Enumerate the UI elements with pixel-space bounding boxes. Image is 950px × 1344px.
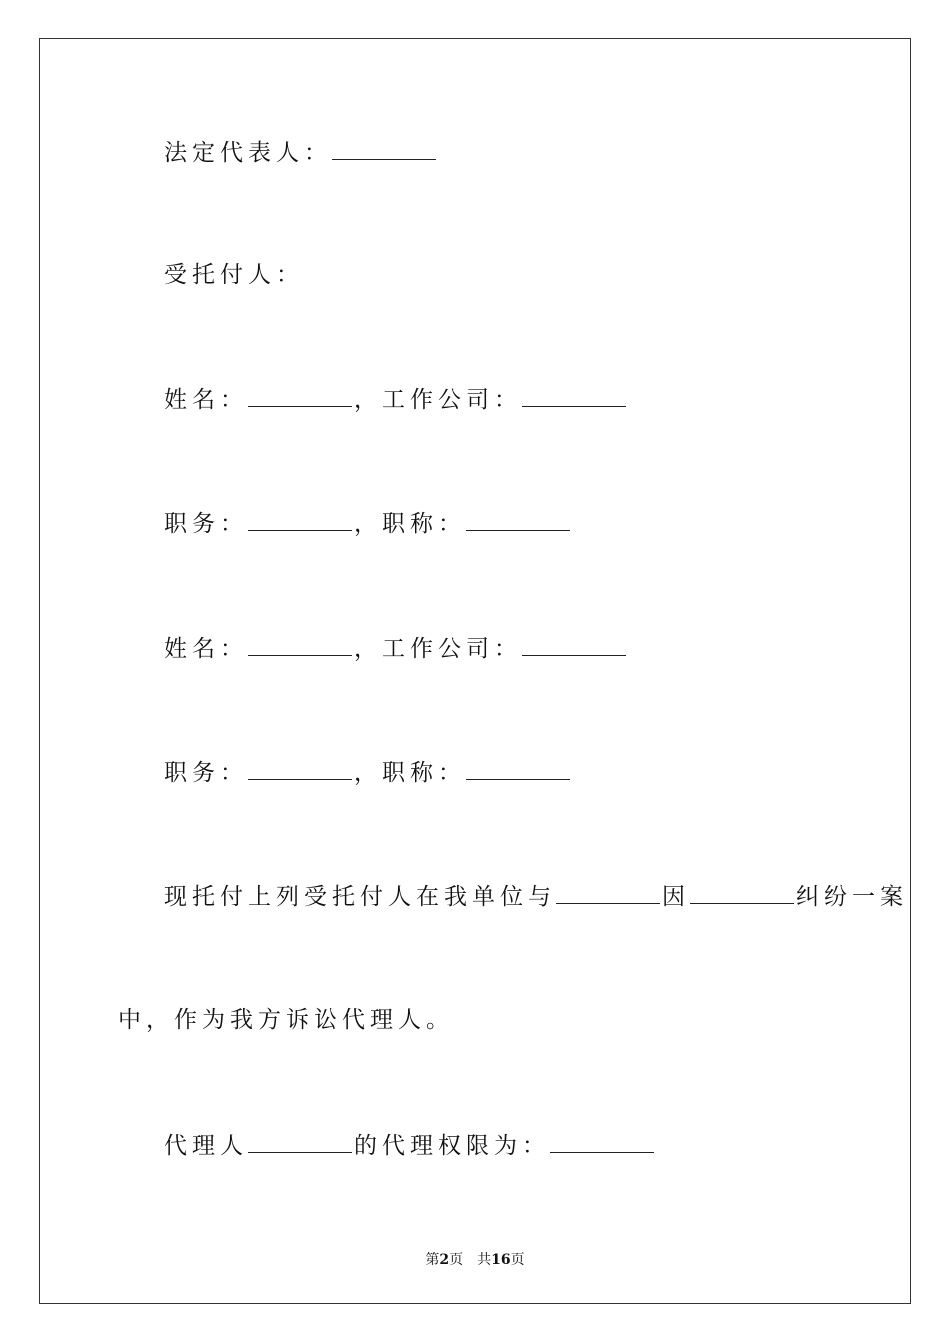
name-blank — [248, 633, 352, 656]
company-label: ，工作公司： — [354, 387, 522, 413]
name-label: 姓名： — [164, 387, 248, 413]
entrust-text-part-1: 现托付上列受托付人在我单位与 — [164, 884, 556, 910]
position-blank — [248, 508, 352, 531]
agent-name-blank — [248, 1130, 352, 1153]
dispute-blank — [690, 881, 794, 904]
trustee-2-name-line — [164, 633, 628, 664]
total-prefix: 共 — [477, 1252, 492, 1268]
trustee-label: 受托付人： — [164, 262, 304, 288]
page-prefix: 第 — [425, 1252, 440, 1268]
entrust-text-part-4: 中，作为我方诉讼代理人。 — [118, 1007, 454, 1033]
legal-representative-label: 法定代表人： — [164, 140, 332, 166]
legal-representative-blank — [332, 137, 436, 160]
authority-label: 的代理权限为： — [354, 1133, 550, 1159]
entrust-text-part-3: 纠纷一案 — [796, 884, 908, 910]
position-label: 职务： — [164, 760, 248, 786]
company-label: ，工作公司： — [354, 636, 522, 662]
trustee-1-position-line — [164, 508, 572, 539]
page-suffix: 页 — [449, 1252, 464, 1268]
agent-authority-line — [164, 1130, 656, 1161]
title-label: ，职称： — [354, 511, 466, 537]
entrust-text-part-2: 因 — [662, 884, 690, 910]
title-blank — [466, 757, 570, 780]
position-label: 职务： — [164, 511, 248, 537]
title-label: ，职称： — [354, 760, 466, 786]
title-blank — [466, 508, 570, 531]
name-label: 姓名： — [164, 636, 248, 662]
trustee-1-name-line — [164, 384, 628, 415]
authority-blank — [550, 1130, 654, 1153]
opponent-blank — [556, 881, 660, 904]
trustee-heading — [164, 260, 304, 290]
total-suffix: 页 — [510, 1252, 525, 1268]
current-page-number: 2 — [439, 1252, 450, 1268]
agent-label: 代理人 — [164, 1133, 248, 1159]
entrust-statement-line — [164, 881, 908, 912]
page-frame — [39, 38, 911, 1304]
entrust-statement-continuation — [118, 1005, 454, 1035]
trustee-2-position-line — [164, 757, 572, 788]
position-blank — [248, 757, 352, 780]
total-page-number: 16 — [491, 1252, 511, 1268]
company-blank — [522, 633, 626, 656]
company-blank — [522, 384, 626, 407]
page-footer — [0, 1249, 950, 1269]
legal-representative-line — [164, 137, 438, 168]
name-blank — [248, 384, 352, 407]
